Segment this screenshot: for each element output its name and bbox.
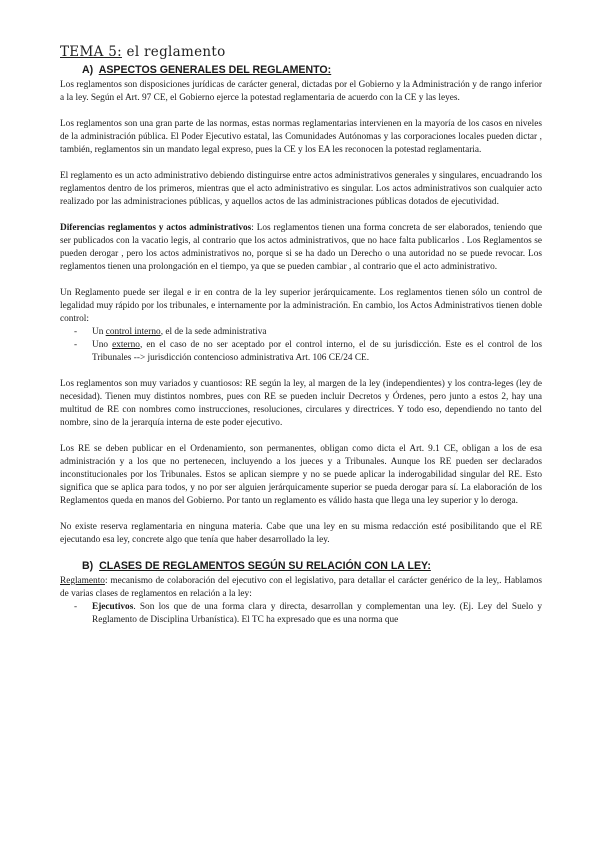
paragraph-1: Los reglamentos son disposiciones jurídicas de carácter general, dictadas por el Gobierno y la Administración y de rango inferior a la ley. Según el Art. 97 CE, el Gobierno ejerce la potestad reglamentaria de acuerdo con la CE y las leyes. (60, 80, 542, 103)
paragraph-6: Los reglamentos son muy variados y cuantiosos: RE según la ley, al margen de la ley (independientes) y los contra-leges (ley de necesidad). Tienen muy distintos nombres, pues con RE se pueden incluir Decretos y Órdenes, pero junto a estos 2, hay una multitud de RE con nombres como instrucciones, resoluciones, circulares y directrices. Y todo eso, dependiendo no tanto del nombre, sino de la jerarquía interna de este poder ejecutivo. (60, 379, 542, 428)
paragraph-4-text: : Los reglamentos tienen una forma concreta de ser elaborados, teniendo que ser publicados con la vacatio legis, al contrario que los actos administrativos, que no hace falta publicarlos . Los Reglamentos se pueden derogar , pero los actos administrativos no, porque si se ha dado un Derecho o una autoridad no se puede revocar. Los reglamentos tienen una prolongación en el tiempo, ya que se pueden cambiar , al contrario que el acto administrativo. (60, 223, 543, 272)
title-prefix: TEMA 5: (60, 44, 122, 60)
paragraph-7: Los RE se deben publicar en el Ordenamiento, son permanentes, obligan como dicta el Art. 9.1 CE, obligan a los de esa administración y a los que no pertenecen, incluyendo a los jueces y a Tribunales. Aunque los RE pueden ser declarados inconstitucionales por los Tribunales. Estos se aplican siempre y no se puede aplicar la inderogabilidad singular del RE. Esto significa que se aplica para todos, y no por ser alguien jerárquicamente superior se pueda derogar para sí. La elaboración de los Reglamentos queda en manos del Gobierno. Por tanto un reglamento es válido hasta que llega una ley superior y lo deroga. (60, 444, 542, 506)
control-list (60, 326, 542, 365)
list-item-underlined: externo (112, 340, 140, 350)
list-item (60, 326, 542, 339)
section-b-heading (60, 560, 542, 573)
title-rest: el reglamento (121, 44, 226, 60)
section-a-heading (60, 64, 542, 77)
list-item (60, 601, 542, 627)
section-a-letter: A) (82, 64, 94, 76)
section-a-title: ASPECTOS GENERALES DEL REGLAMENTO: (98, 64, 332, 76)
page-title (60, 44, 542, 60)
document-page (60, 44, 542, 640)
list-item-post: , el de la sede administrativa (160, 327, 267, 337)
list-item-pre: Un (92, 327, 106, 337)
paragraph-4 (60, 222, 542, 274)
list-item-text: . Son los que de una forma clara y directa, desarrollan y complementan una ley. (Ej. Ley del Suelo y Reglamento de Disciplina Urbanística). El TC ha expresado que es una norma que (92, 602, 542, 625)
paragraph-8: No existe reserva reglamentaria en ninguna materia. Cabe que una ley en su misma redacción esté posibilitando que el RE ejecutando esa ley, concrete algo que tenía que haber desarrollado la ley. (60, 522, 542, 545)
paragraph-2: Los reglamentos son una gran parte de las normas, estas normas reglamentarias intervienen en la mayoría de los casos en niveles de la administración pública. El Poder Ejecutivo estatal, las Comunidades Autónomas y las corporaciones locales pueden dictar , también, reglamentos sin un mandato legal expreso, pues la CE y los EA les reconocen la potestad reglamentaria. (60, 119, 542, 155)
paragraph-9-text: : mecanismo de colaboración del ejecutivo con el legislativo, para detallar el carácter genérico de la ley,. Hablamos de varias clases de reglamentos en relación a la ley: (60, 576, 542, 599)
list-item-bold: Ejecutivos (92, 602, 134, 612)
classes-list (60, 601, 542, 627)
list-item-pre: Uno (92, 340, 113, 350)
paragraph-3: El reglamento es un acto administrativo debiendo distinguirse entre actos administrativos generales y singulares, encuadrando los reglamentos dentro de los primeros, mientras que el acto administrativo es singular. Los actos administrativos son cualquier acto realizado por las administraciones públicas, y aquellos actos de las administraciones públicas dotados de ejecutividad. (60, 171, 542, 207)
paragraph-9-underlined: Reglamento (60, 576, 105, 586)
section-b-letter: B) (82, 560, 94, 572)
paragraph-9 (60, 575, 542, 601)
list-item-post: , en el caso de no ser aceptado por el control interno, el de su jurisdicción. Este es el control de los Tribunales --> jurisdicción contencioso administrativa Art. 106 CE/24 CE. (92, 340, 542, 363)
paragraph-4-bold: Diferencias reglamentos y actos administrativos (60, 223, 252, 233)
paragraph-5: Un Reglamento puede ser ilegal e ir en contra de la ley superior jerárquicamente. Los reglamentos tienen sólo un control de legalidad muy rápido por los tribunales, e internamente por la administración. En cambio, los Actos Administrativos tienen doble control: (60, 288, 542, 324)
list-item-underlined: control interno (105, 327, 161, 337)
list-item (60, 339, 542, 365)
section-b-title: CLASES DE REGLAMENTOS SEGÚN SU RELACIÓN CON LA LEY: (99, 560, 431, 572)
